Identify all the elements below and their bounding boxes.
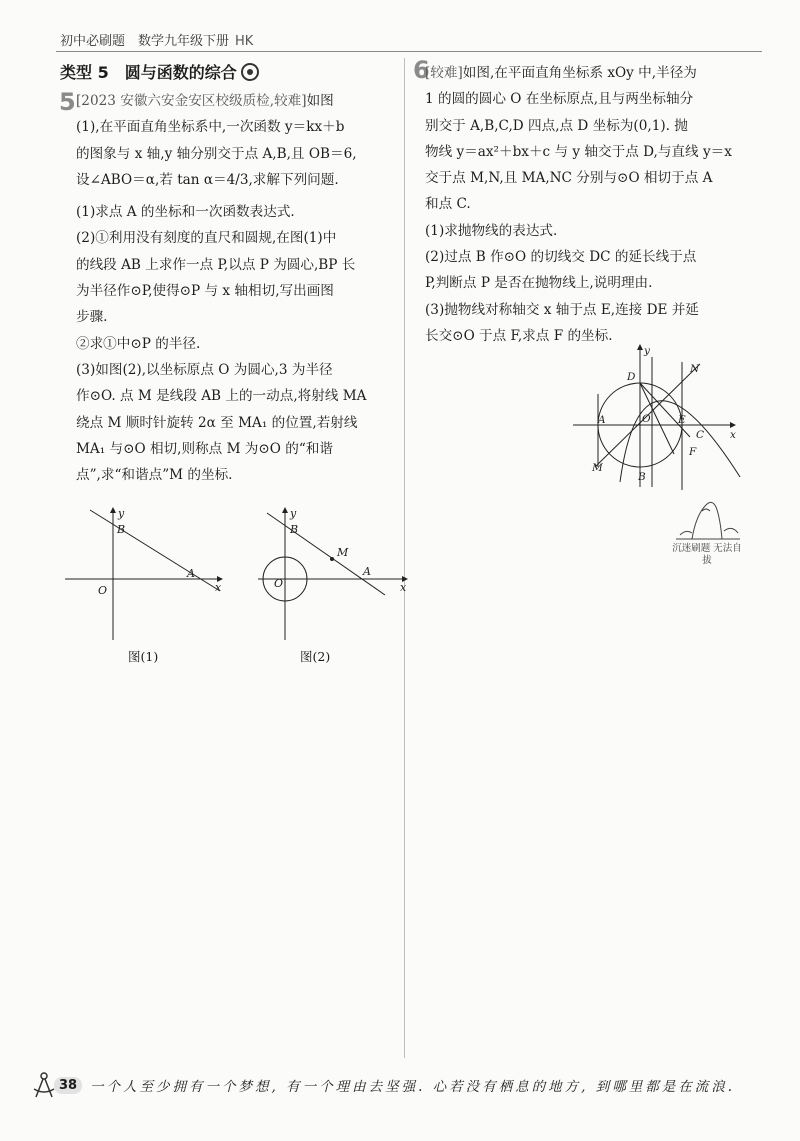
q5-part-8: 作⊙O. 点 M 是线段 AB 上的一动点,将射线 MA [76,388,367,405]
label-x: x [215,581,222,594]
label-y: y [644,345,650,357]
q5-part-3: 的线段 AB 上求作一点 P,以点 P 为圆心,BP 长 [76,256,356,273]
page-header [60,30,253,49]
q6-tag: [较难] [425,65,463,81]
label-o: O [98,584,108,597]
q6-line-3: 别交于 A,B,C,D 四点,点 D 坐标为(0,1). 抛 [425,117,688,134]
target-icon [241,63,259,81]
q6-line-1: 如图,在平面直角坐标系 xOy 中,半径为 [462,65,697,81]
label-y: y [290,507,297,520]
label-o: O [274,577,284,590]
q5-line-2: 的图象与 x 轴,y 轴分别交于点 A,B,且 OB＝6, [76,145,357,162]
page-footer [40,1073,760,1123]
figure-1-caption: 图(1) [128,649,159,664]
q5-part-2: (2)①利用没有刻度的直尺和圆规,在图(1)中 [76,230,337,247]
header-title: 初中必刷题 数学九年级下册 [60,34,230,49]
q5-part-7: (3)如图(2),以坐标原点 O 为圆心,3 为半径 [76,361,333,378]
y-arrow-icon [110,507,116,513]
q5-part-9: 绕点 M 顺时针旋转 2α 至 MA₁ 的位置,若射线 [76,414,358,431]
label-m: M [337,546,349,559]
label-n: N [690,363,700,375]
q5-part-11: 点”,求“和谐点”M 的坐标. [76,467,233,484]
q6-line-9: P,判断点 P 是否在抛物线上,说明理由. [425,275,653,292]
q6-line-11: 长交⊙O 于点 F,求点 F 的坐标. [425,327,613,344]
doodle-icon [672,495,742,543]
label-a: A [363,565,371,578]
q6-line-6: 和点 C. [425,196,471,213]
q5-source: [2023 安徽六安金安区校级质检,较难] [76,93,307,109]
figure-1-svg [60,505,230,645]
label-x: x [730,429,736,441]
point-m [330,557,334,561]
label-c: C [696,429,705,441]
section-title [60,60,259,83]
q6-line-4: 物线 y＝ax²＋bx＋c 与 y 轴交于点 D,与直线 y＝x [425,143,732,160]
label-b: B [290,523,299,536]
label-y: y [118,507,125,520]
q5-part-1: (1)求点 A 的坐标和一次函数表达式. [76,204,295,221]
q5-part-10: MA₁ 与⊙O 相切,则称点 M 为⊙O 的“和谐 [76,440,333,457]
q6-number: 6 [413,56,430,84]
x-arrow-icon [730,422,736,428]
label-o: O [642,413,651,425]
label-x: x [400,581,407,594]
sketch-text: 沉迷刷题 无法自拔 [672,543,742,566]
label-a: A [187,567,195,580]
q5-part-6: ②求①中⊙P 的半径. [76,335,201,352]
header-rule [56,51,762,52]
q6-line-5: 交于点 M,N,且 MA,NC 分别与⊙O 相切于点 A [425,170,713,187]
label-b: B [117,523,126,536]
q5-part-4: 为半径作⊙P,使得⊙P 与 x 轴相切,写出画图 [76,283,334,300]
figure-2-caption: 图(2) [300,649,331,664]
y-arrow-icon [282,507,288,513]
q6-line-2: 1 的圆的圆心 O 在坐标原点,且与两坐标轴分 [425,91,694,108]
q5-number: 5 [59,88,76,116]
q6-body [425,60,755,349]
q5-lead: 如图 [306,93,334,109]
y-arrow-icon [637,344,643,350]
label-a: A [598,414,606,426]
figure-q6-svg [570,342,745,492]
label-e: E [678,414,686,426]
figure-2-svg [255,505,415,645]
page-number: 38 [54,1077,82,1094]
label-f: F [689,446,697,458]
q5-line-1: (1),在平面直角坐标系中,一次函数 y＝kx＋b [76,119,345,136]
q6-line-7: (1)求抛物线的表达式. [425,222,558,239]
q5-line-3: 设∠ABO＝α,若 tan α＝4/3,求解下列问题. [76,171,339,188]
label-b: B [638,471,646,483]
q5-part-5: 步骤. [76,309,108,326]
section-title-text: 类型 5 圆与函数的综合 [60,63,237,82]
q6-line-10: (3)抛物线对称轴交 x 轴于点 E,连接 DE 并延 [425,301,699,318]
label-m: M [592,462,603,474]
label-d: D [627,371,636,383]
q6-line-8: (2)过点 B 作⊙O 的切线交 DC 的延长线于点 [425,249,697,266]
compass-icon [32,1071,56,1099]
q5-body [76,88,396,488]
footer-quote: 一个人至少拥有一个梦想, 有一个理由去坚强. 心若没有栖息的地方, 到哪里都是在流浪. [90,1079,736,1095]
header-edition: HK [235,34,254,49]
sketch-doodle [672,495,742,575]
